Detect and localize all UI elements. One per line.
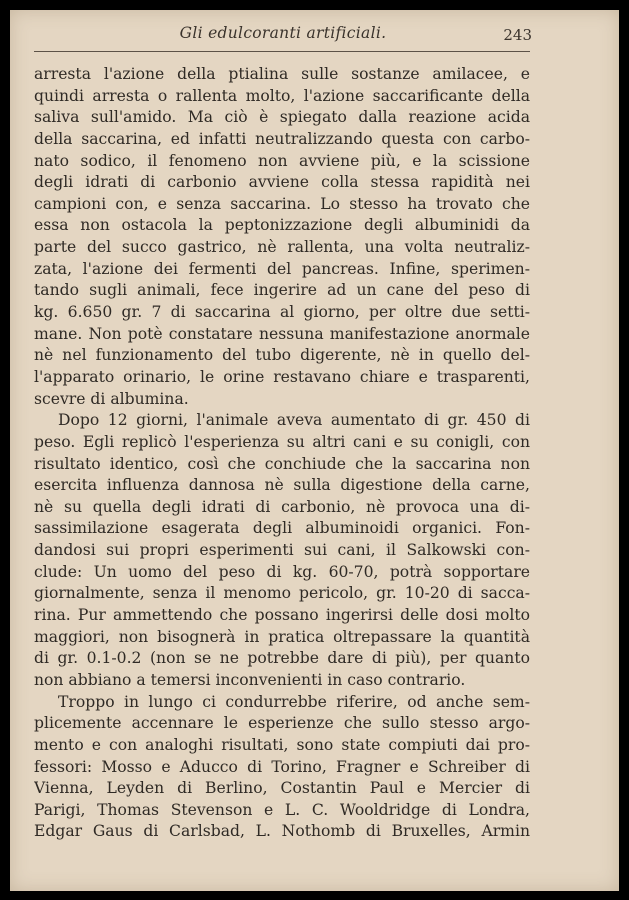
text-line: mane. Non potè constatare nessuna manifestazione anormale [34,324,530,343]
book-page [10,10,619,891]
text-line: plicemente accennare le esperienze che sullo stesso argo- [34,714,530,733]
text-line: campioni con, e senza saccarina. Lo stesso ha trovato che [34,194,530,213]
text-line: Vienna, Leyden di Berlino, Costantin Paul e Mercier di [34,779,530,798]
page-number: 243 [503,26,532,44]
text-line: arresta l'azione della ptialina sulle sostanze amilacee, e [34,65,530,83]
body-text [34,64,530,843]
text-line: maggiori, non bisognerà in pratica oltrepassare la quantità [34,627,530,646]
page-header [34,18,532,50]
text-line: rina. Pur ammettendo che possano ingerirsi delle dosi molto [34,606,530,625]
text-line: degli idrati di carbonio avviene colla stessa rapidità nei [34,173,530,192]
text-line: nato sodico, il fenomeno non avviene più, e la scissione [34,151,530,170]
text-line: quindi arresta o rallenta molto, l'azione saccarificante della [34,86,530,105]
text-line: Edgar Gaus di Carlsbad, L. Nothomb di Bruxelles, Armin [34,822,530,841]
text-line: sassimilazione esagerata degli albuminoidi organici. Fon- [34,519,530,538]
text-line: Parigi, Thomas Stevenson e L. C. Wooldridge di Londra, [34,800,530,819]
text-line: Dopo 12 giorni, l'animale aveva aumentato di gr. 450 di [58,411,530,430]
text-line: kg. 6.650 gr. 7 di saccarina al giorno, per oltre due setti- [34,303,530,322]
text-line: della saccarina, ed infatti neutralizzando questa con carbo- [34,129,530,148]
text-line: di gr. 0.1-0.2 (non se ne potrebbe dare di più), per quanto [34,649,530,668]
paragraph-2 [34,410,530,691]
text-line: essa non ostacola la peptonizzazione degli albuminidi da [34,216,530,235]
paragraph-3 [34,692,530,843]
text-line: parte del succo gastrico, nè rallenta, una volta neutraliz- [34,238,530,257]
text-line: saliva sull'amido. Ma ciò è spiegato dalla reazione acida [34,108,530,127]
text-line: fessori: Mosso e Aducco di Torino, Fragner e Schreiber di [34,757,530,776]
text-line: dandosi sui propri esperimenti sui cani, il Salkowski con- [34,541,530,560]
text-line: clude: Un uomo del peso di kg. 60-70, potrà sopportare [34,562,530,581]
header-rule [34,51,530,52]
running-title: Gli edulcoranti artificiali. [179,24,387,42]
text-line: nè su quella degli idrati di carbonio, nè provoca una di- [34,497,530,516]
text-line: non abbiano a temersi inconvenienti in caso contrario. [34,670,466,689]
text-line: peso. Egli replicò l'esperienza su altri cani e su conigli, con [34,432,530,451]
paragraph-1 [34,64,530,410]
text-line: Troppo in lungo ci condurrebbe riferire, od anche sem- [58,692,530,711]
text-line: l'apparato orinario, le orine restavano chiare e trasparenti, [34,367,530,386]
text-line: nè nel funzionamento del tubo digerente, nè in quello del- [34,346,530,365]
text-line: mento e con analoghi risultati, sono state compiuti dai pro- [34,735,530,754]
text-line: scevre di albumina. [34,389,189,408]
text-line: esercita influenza dannosa nè sulla digestione della carne, [34,476,530,495]
text-line: zata, l'azione dei fermenti del pancreas. Infine, sperimen- [34,259,530,278]
text-line: tando sugli animali, fece ingerire ad un cane del peso di [34,281,530,300]
text-line: risultato identico, così che conchiude che la saccarina non [34,454,530,473]
text-line: giornalmente, senza il menomo pericolo, gr. 10-20 di sacca- [34,584,530,603]
